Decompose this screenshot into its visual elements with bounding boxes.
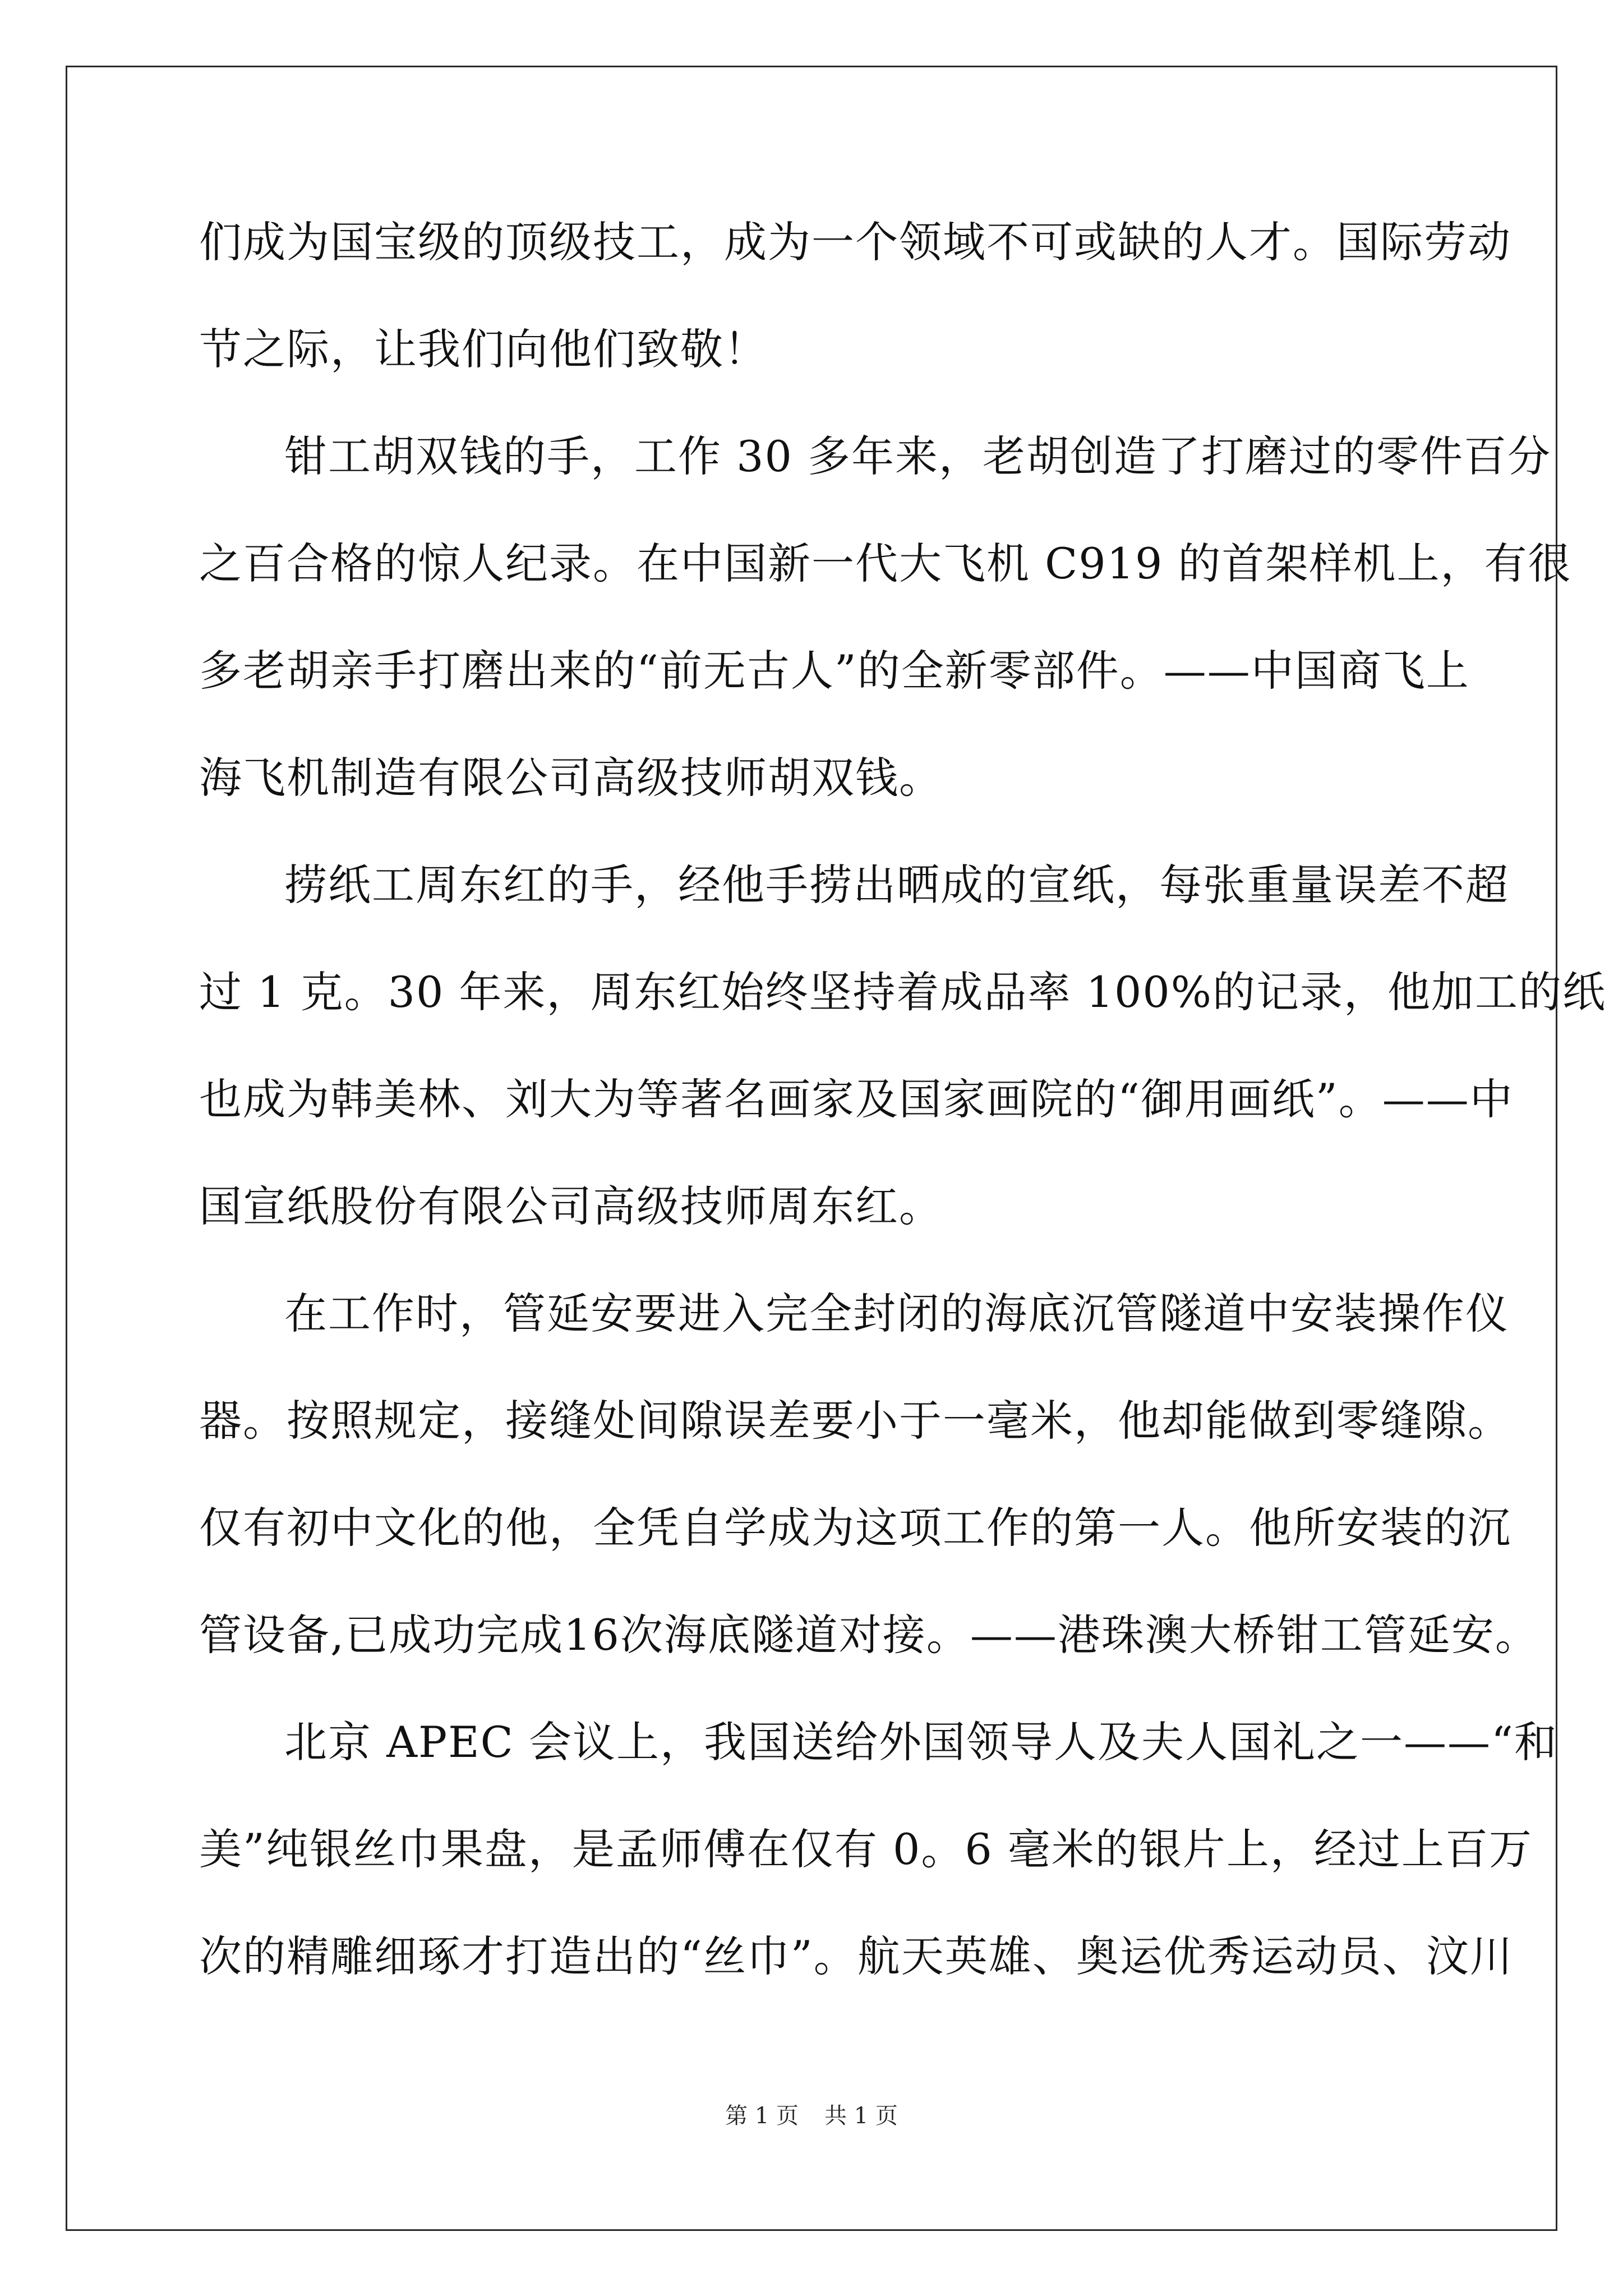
text-line: 也成为韩美林、刘大为等著名画家及国家画院的“御用画纸”。——中 bbox=[199, 1074, 1514, 1124]
text-line: 节之际，让我们向他们致敬！ bbox=[199, 324, 768, 374]
text-line: 器。按照规定，接缝处间隙误差要小于一毫米，他却能做到零缝隙。 bbox=[199, 1396, 1511, 1446]
paragraph-start-line: 在工作时，管延安要进入完全封闭的海底沉管隧道中安装操作仪 bbox=[284, 1289, 1509, 1338]
text-line: 海飞机制造有限公司高级技师胡双钱。 bbox=[199, 753, 943, 803]
text-line: 过 1 克。30 年来，周东红始终坚持着成品率 100%的记录，他加工的纸 bbox=[199, 967, 1606, 1017]
page-total: 共 1 页 bbox=[824, 2103, 898, 2129]
text-line: 仅有初中文化的他，全凭自学成为这项工作的第一人。他所安装的沉 bbox=[199, 1503, 1511, 1553]
paragraph-start-line: 钳工胡双钱的手，工作 30 多年来，老胡创造了打磨过的零件百分 bbox=[284, 431, 1552, 481]
paragraph-start-line: 北京 APEC 会议上，我国送给外国领导人及夫人国礼之一——“和 bbox=[284, 1717, 1558, 1767]
text-line: 美”纯银丝巾果盘，是孟师傅在仅有 0。6 毫米的银片上，经过上百万 bbox=[199, 1824, 1533, 1874]
page-footer bbox=[0, 2098, 1623, 2130]
document-body bbox=[199, 214, 1606, 2036]
text-line: 管设备,已成功完成16次海底隧道对接。——港珠澳大桥钳工管延安。 bbox=[199, 1610, 1539, 1660]
text-line: 之百合格的惊人纪录。在中国新一代大飞机 C919 的首架样机上，有很 bbox=[199, 539, 1572, 588]
text-line: 多老胡亲手打磨出来的“前无古人”的全新零部件。——中国商飞上 bbox=[199, 646, 1470, 696]
text-line: 次的精雕细琢才打造出的“丝巾”。航天英雄、奥运优秀运动员、汶川 bbox=[199, 1931, 1514, 1981]
paragraph-start-line: 捞纸工周东红的手，经他手捞出晒成的宣纸，每张重量误差不超 bbox=[284, 860, 1509, 910]
text-line: 们成为国宝级的顶级技工，成为一个领域不可或缺的人才。国际劳动 bbox=[199, 217, 1511, 267]
text-line: 国宣纸股份有限公司高级技师周东红。 bbox=[199, 1181, 943, 1231]
page-number: 第 1 页 bbox=[725, 2103, 799, 2129]
